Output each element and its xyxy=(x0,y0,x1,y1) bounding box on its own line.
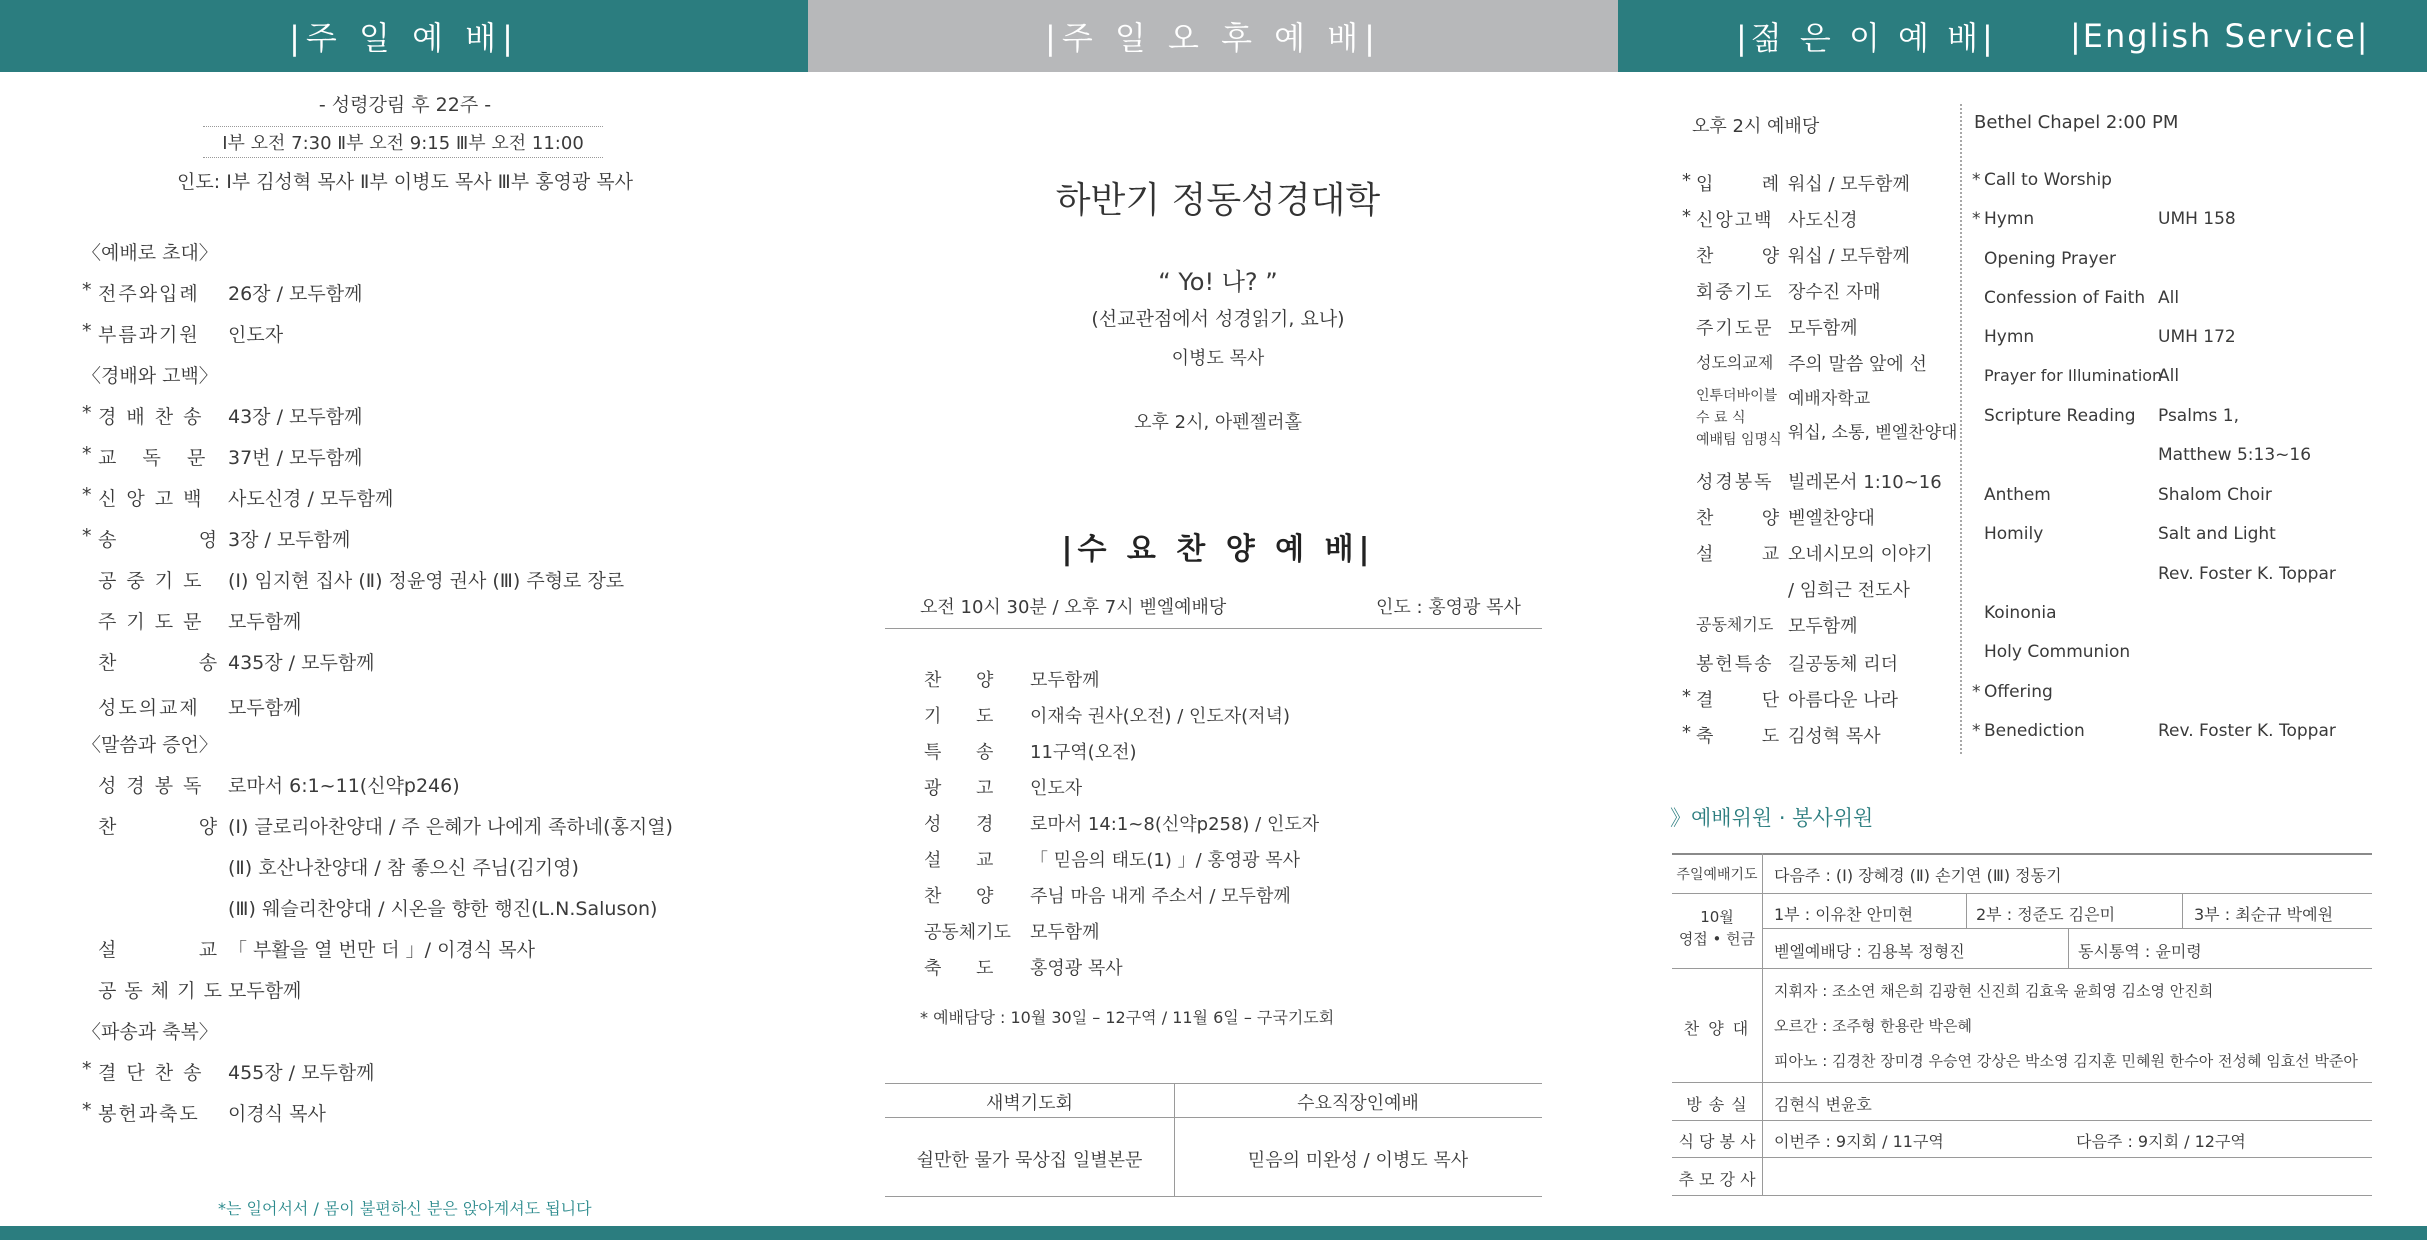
item-label: 찬 양 xyxy=(98,816,220,838)
item-label: 송 영 xyxy=(98,529,220,551)
item-value: 인도자 xyxy=(1030,778,1083,799)
item-value: 43장 / 모두함께 xyxy=(228,406,363,428)
item-label: 성 경 xyxy=(924,814,995,835)
item-value: (Ⅱ) 호산나찬양대 / 참 좋으신 주님(김기영) xyxy=(228,857,579,879)
item-value: 홍영광 목사 xyxy=(1030,958,1123,979)
item-label: 공동체기도 xyxy=(1696,615,1774,634)
item-value: All xyxy=(2158,288,2180,308)
item-label: 주 기 도 문 xyxy=(98,611,204,633)
wednesday-note: * 예배담당 : 10월 30일 – 12구역 / 11월 6일 – 구국기도회 xyxy=(920,1008,1335,1027)
star-mark: * xyxy=(82,402,92,424)
youth-time: 오후 2시 예배당 xyxy=(1692,116,1820,137)
item-value: 길공동체 리더 xyxy=(1788,654,1899,675)
table-line-bottom xyxy=(885,1196,1542,1197)
item-value: (Ⅰ) 글로리아찬양대 / 주 은혜가 나에게 족하네(홍지열) xyxy=(228,816,673,838)
wednesday-title: |수 요 찬 양 예 배| xyxy=(1061,532,1375,567)
star-mark: * xyxy=(82,320,92,342)
ct-line xyxy=(1966,893,1967,928)
youth-item xyxy=(1682,686,1899,711)
star-mark: * xyxy=(82,1099,92,1121)
header-sunday-bar xyxy=(0,0,808,72)
ct-label-kitchen: 식 당 봉 사 xyxy=(1678,1132,1756,1151)
item-value: (Ⅲ) 웨슬리찬양대 / 시온을 향한 행진(L.N.Saluson) xyxy=(228,898,658,920)
item-value: Matthew 5:13~16 xyxy=(2158,445,2312,465)
sunday-item xyxy=(82,1099,326,1125)
ct-line xyxy=(1672,1120,2372,1121)
item-value: 이재숙 권사(오전) / 인도자(저녁) xyxy=(1030,706,1290,727)
wednesday-time: 오전 10시 30분 / 오후 7시 벧엘예배당 xyxy=(920,597,1227,618)
item-value: 김성혁 목사 xyxy=(1788,726,1881,747)
ct-choir-conductor: 지휘자 : 조소연 채은희 김광현 신진희 김효욱 윤희영 김소영 안진희 xyxy=(1774,982,2214,1000)
item-label: Holy Communion xyxy=(1984,642,2131,662)
item-label: 신 앙 고 백 xyxy=(98,488,204,510)
table-cell-worker: 믿음의 미완성 / 이병도 목사 xyxy=(1247,1150,1469,1171)
header-youth: |젊 은 이 예 배| xyxy=(1736,19,1997,57)
ct-line xyxy=(1672,1195,2372,1196)
item-label: 전주와입례 xyxy=(98,283,200,305)
item-value: Shalom Choir xyxy=(2158,485,2272,505)
item-value: 모두함께 xyxy=(1788,616,1858,637)
section-invite: 〈예배로 초대〉 xyxy=(82,242,218,264)
item-value: Rev. Foster K. Toppar xyxy=(2158,721,2336,741)
ct-line xyxy=(1672,1082,2372,1083)
star-mark: * xyxy=(1972,209,1981,229)
ct-usher-3: 3부 : 최순규 박예원 xyxy=(2194,905,2334,924)
item-value: 사도신경 xyxy=(1788,210,1858,231)
item-value: 로마서 14:1~8(신약p258) / 인도자 xyxy=(1030,814,1320,835)
ct-label-memorial: 추 모 강 사 xyxy=(1678,1170,1756,1189)
item-value: Salt and Light xyxy=(2158,524,2276,544)
item-label: 공동체기도 xyxy=(924,922,1011,943)
ct-choir-organ: 오르간 : 조주형 한용란 박은혜 xyxy=(1774,1017,1973,1035)
sunday-season: - 성령강림 후 22주 - xyxy=(318,94,492,116)
table-cell-dawn: 쉴만한 물가 묵상집 일별본문 xyxy=(916,1150,1143,1171)
item-label: 경 배 찬 송 xyxy=(98,406,204,428)
table-line-mid xyxy=(885,1117,1542,1118)
table-header-worker: 수요직장인예배 xyxy=(1297,1093,1419,1114)
item-value: 빌레몬서 1:10~16 xyxy=(1788,472,1942,493)
item-value: / 임희근 전도사 xyxy=(1788,580,1910,601)
item-value: 사도신경 / 모두함께 xyxy=(228,488,394,510)
sunday-item xyxy=(82,443,363,469)
english-item xyxy=(1972,209,2236,229)
wednesday-leader: 인도 : 홍영광 목사 xyxy=(1376,597,1521,618)
ct-label-choir: 찬 양 대 xyxy=(1683,1019,1751,1038)
item-value: 예배자학교 워십, 소통, 벧엘찬양대 xyxy=(1788,389,1958,443)
ct-line xyxy=(2182,893,2183,928)
item-value: 주님 마음 내게 주소서 / 모두함께 xyxy=(1030,886,1291,907)
afternoon-speaker: 이병도 목사 xyxy=(1171,348,1265,369)
star-mark: * xyxy=(1972,170,1981,190)
bottom-bar xyxy=(0,1226,2427,1240)
star-mark: * xyxy=(82,1058,92,1080)
ct-label-broadcast: 방 송 실 xyxy=(1686,1095,1748,1114)
ct-line xyxy=(1762,928,2372,929)
header-afternoon-bar xyxy=(808,0,1618,72)
column-divider xyxy=(1960,104,1962,754)
item-label: 설 교 xyxy=(924,850,995,871)
header-afternoon: |주 일 오 후 예 배| xyxy=(1045,19,1381,57)
item-label: Hymn xyxy=(1984,327,2035,347)
item-label: 찬 양 xyxy=(1696,508,1782,529)
item-value: 로마서 6:1~11(신약p246) xyxy=(228,775,460,797)
item-value: 모두함께 xyxy=(228,611,302,633)
afternoon-quote: “ Yo! 나? ” xyxy=(1158,268,1278,296)
ct-kitchen-next: 다음주 : 9지회 / 12구역 xyxy=(2076,1132,2246,1151)
item-value: UMH 158 xyxy=(2158,209,2236,229)
item-value: 장수진 자매 xyxy=(1788,282,1881,303)
ct-usher-2: 2부 : 정준도 김은미 xyxy=(1976,905,2116,924)
item-value: (Ⅰ) 임지현 집사 (Ⅱ) 정윤영 권사 (Ⅲ) 주형로 장로 xyxy=(228,570,625,592)
item-label: Koinonia xyxy=(1984,603,2057,623)
item-value: 이경식 목사 xyxy=(228,1103,326,1125)
afternoon-place: 오후 2시, 아펜젤러홀 xyxy=(1134,412,1302,433)
item-label: 축 도 xyxy=(1696,726,1782,747)
item-value: 26장 / 모두함께 xyxy=(228,283,363,305)
item-value: 모두함께 xyxy=(228,980,302,1002)
item-label: 결 단 xyxy=(1696,690,1782,711)
item-value: 「 부활을 열 번만 더 」/ 이경식 목사 xyxy=(228,939,535,961)
star-mark: * xyxy=(82,484,92,506)
star-mark: * xyxy=(1972,721,1981,741)
star-mark: * xyxy=(1682,686,1691,707)
item-value: Rev. Foster K. Toppar xyxy=(2158,564,2336,584)
item-value: 37번 / 모두함께 xyxy=(228,447,363,469)
sunday-times: Ⅰ부 오전 7:30 Ⅱ부 오전 9:15 Ⅲ부 오전 11:00 xyxy=(203,126,603,158)
item-label: 공 중 기 도 xyxy=(98,570,204,592)
star-mark: * xyxy=(82,525,92,547)
ct-choir-piano: 피아노 : 김경찬 장미경 우승연 강상은 박소영 김지훈 민혜원 한수아 전성혜 임효선 박준아 xyxy=(1774,1052,2358,1070)
ct-line xyxy=(1762,853,1763,1195)
item-label: 주기도문 xyxy=(1696,318,1774,339)
ct-line xyxy=(1672,853,2372,855)
item-label: 찬 양 xyxy=(924,886,995,907)
ct-kitchen-this: 이번주 : 9지회 / 11구역 xyxy=(1774,1132,1944,1151)
item-value: UMH 172 xyxy=(2158,327,2236,347)
item-value: 모두함께 xyxy=(1030,670,1100,691)
item-label: Scripture Reading xyxy=(1984,406,2136,426)
ct-usher-bethel: 벧엘예배당 : 김용복 정형진 xyxy=(1774,942,1965,961)
ct-usher-interp: 동시통역 : 윤미령 xyxy=(2078,942,2202,961)
item-label: 성경봉독 xyxy=(1696,472,1774,493)
item-label: Hymn xyxy=(1984,209,2035,229)
ct-value-broadcast: 김현식 변윤호 xyxy=(1774,1095,1872,1114)
item-value: 435장 / 모두함께 xyxy=(228,652,375,674)
item-label: 설 교 xyxy=(1696,544,1782,565)
item-value: 모두함께 xyxy=(1788,318,1858,339)
sunday-item xyxy=(82,279,363,305)
item-value: 모두함께 xyxy=(1030,922,1100,943)
item-value: 아름다운 나라 xyxy=(1788,690,1899,711)
item-label: Offering xyxy=(1984,682,2053,702)
item-label: 부름과기원 xyxy=(98,324,200,346)
youth-item xyxy=(1682,206,1858,231)
item-value: 인도자 xyxy=(228,324,284,346)
english-time: Bethel Chapel 2:00 PM xyxy=(1974,112,2179,133)
wednesday-divider xyxy=(885,628,1542,629)
item-label: Prayer for Illumination xyxy=(1984,366,2163,385)
item-label: 회중기도 xyxy=(1696,282,1774,303)
item-label: 광 고 xyxy=(924,778,995,799)
committee-title: 》예배위원 · 봉사위원 xyxy=(1670,806,1874,830)
ct-value-prayer: 다음주 : (Ⅰ) 장혜경 (Ⅱ) 손기연 (Ⅲ) 정동기 xyxy=(1774,866,2062,885)
item-label: 인투더바이블 수 료 식 예배팀 임명식 xyxy=(1696,388,1782,448)
item-value: 오네시모의 이야기 xyxy=(1788,544,1933,565)
star-mark: * xyxy=(82,279,92,301)
item-value: 워십 / 모두함께 xyxy=(1788,246,1910,267)
header-english: |English Service| xyxy=(2070,17,2370,55)
star-mark: * xyxy=(82,443,92,465)
sunday-item xyxy=(82,484,394,510)
header-sunday: |주 일 예 배| xyxy=(289,19,519,57)
ct-label-prayer: 주일예배기도 xyxy=(1676,867,1758,883)
english-item xyxy=(1972,682,2053,702)
item-value: All xyxy=(2158,366,2180,386)
item-label: Homily xyxy=(1984,524,2044,544)
sunday-leaders: 인도: Ⅰ부 김성혁 목사 Ⅱ부 이병도 목사 Ⅲ부 홍영광 목사 xyxy=(177,171,633,193)
sunday-item xyxy=(82,525,351,551)
item-value: 455장 / 모두함께 xyxy=(228,1062,375,1084)
item-label: 입 례 xyxy=(1696,174,1782,195)
item-label: 봉헌과축도 xyxy=(98,1103,200,1125)
item-label: 공 동 체 기 도 xyxy=(98,980,223,1002)
afternoon-title: 하반기 정동성경대학 xyxy=(1055,180,1381,221)
sunday-item xyxy=(82,1058,375,1084)
item-label: 성 경 봉 독 xyxy=(98,775,204,797)
afternoon-subtitle: (선교관점에서 성경읽기, 요나) xyxy=(1091,308,1345,330)
ct-line xyxy=(1672,1157,2372,1158)
star-mark: * xyxy=(1682,206,1691,227)
item-label: 찬 송 xyxy=(98,652,220,674)
item-value: 워십 / 모두함께 xyxy=(1788,174,1910,195)
item-label: 봉헌특송 xyxy=(1696,654,1774,675)
item-label: 기 도 xyxy=(924,706,995,727)
item-value: 벧엘찬양대 xyxy=(1788,508,1875,529)
item-label: Opening Prayer xyxy=(1984,249,2116,269)
item-label: 교 독 문 xyxy=(98,447,208,469)
item-label: Call to Worship xyxy=(1984,170,2112,190)
sunday-footnote: *는 일어서서 / 몸이 불편하신 분은 앉아계셔도 됩니다 xyxy=(218,1199,592,1218)
item-value: 11구역(오전) xyxy=(1030,742,1137,763)
section-sending: 〈파송과 축복〉 xyxy=(82,1021,218,1043)
youth-item xyxy=(1682,170,1910,195)
ct-line xyxy=(2068,928,2069,968)
ct-label-usher: 10월 영접 • 헌금 xyxy=(1678,908,1756,948)
item-label: 축 도 xyxy=(924,958,995,979)
star-mark: * xyxy=(1972,682,1981,702)
item-label: 신앙고백 xyxy=(1696,210,1774,231)
item-label: 성도의교제 xyxy=(1696,353,1774,372)
section-word: 〈말씀과 증언〉 xyxy=(82,734,218,756)
item-label: 설 교 xyxy=(98,939,220,961)
item-label: 찬 양 xyxy=(924,670,995,691)
header-youth-english-bar xyxy=(1618,0,2427,72)
item-label: Confession of Faith xyxy=(1984,288,2146,308)
star-mark: * xyxy=(1682,722,1691,743)
item-label: 특 송 xyxy=(924,742,995,763)
item-value: 3장 / 모두함께 xyxy=(228,529,351,551)
item-label: 결 단 찬 송 xyxy=(98,1062,204,1084)
english-item xyxy=(1972,170,2112,190)
ct-line xyxy=(1672,968,2372,969)
ct-usher-1: 1부 : 이유찬 안미현 xyxy=(1774,905,1914,924)
section-confess: 〈경배와 고백〉 xyxy=(82,365,218,387)
sunday-item xyxy=(82,402,363,428)
table-line-top xyxy=(885,1083,1542,1084)
item-label: Anthem xyxy=(1984,485,2051,505)
sunday-item xyxy=(82,320,284,346)
item-label: 찬 양 xyxy=(1696,246,1782,267)
ct-line xyxy=(1672,893,2372,894)
table-header-dawn: 새벽기도회 xyxy=(986,1093,1073,1114)
english-item xyxy=(1972,721,2336,741)
item-value: 「 믿음의 태도(1) 」/ 홍영광 목사 xyxy=(1030,850,1301,871)
item-label: 성도의교제 xyxy=(98,697,200,719)
item-value: Psalms 1, xyxy=(2158,406,2239,426)
star-mark: * xyxy=(1682,170,1691,191)
item-label: Benediction xyxy=(1984,721,2085,741)
youth-item xyxy=(1682,722,1881,747)
item-value: 주의 말씀 앞에 선 xyxy=(1788,354,1927,375)
item-value: 모두함께 xyxy=(228,697,302,719)
